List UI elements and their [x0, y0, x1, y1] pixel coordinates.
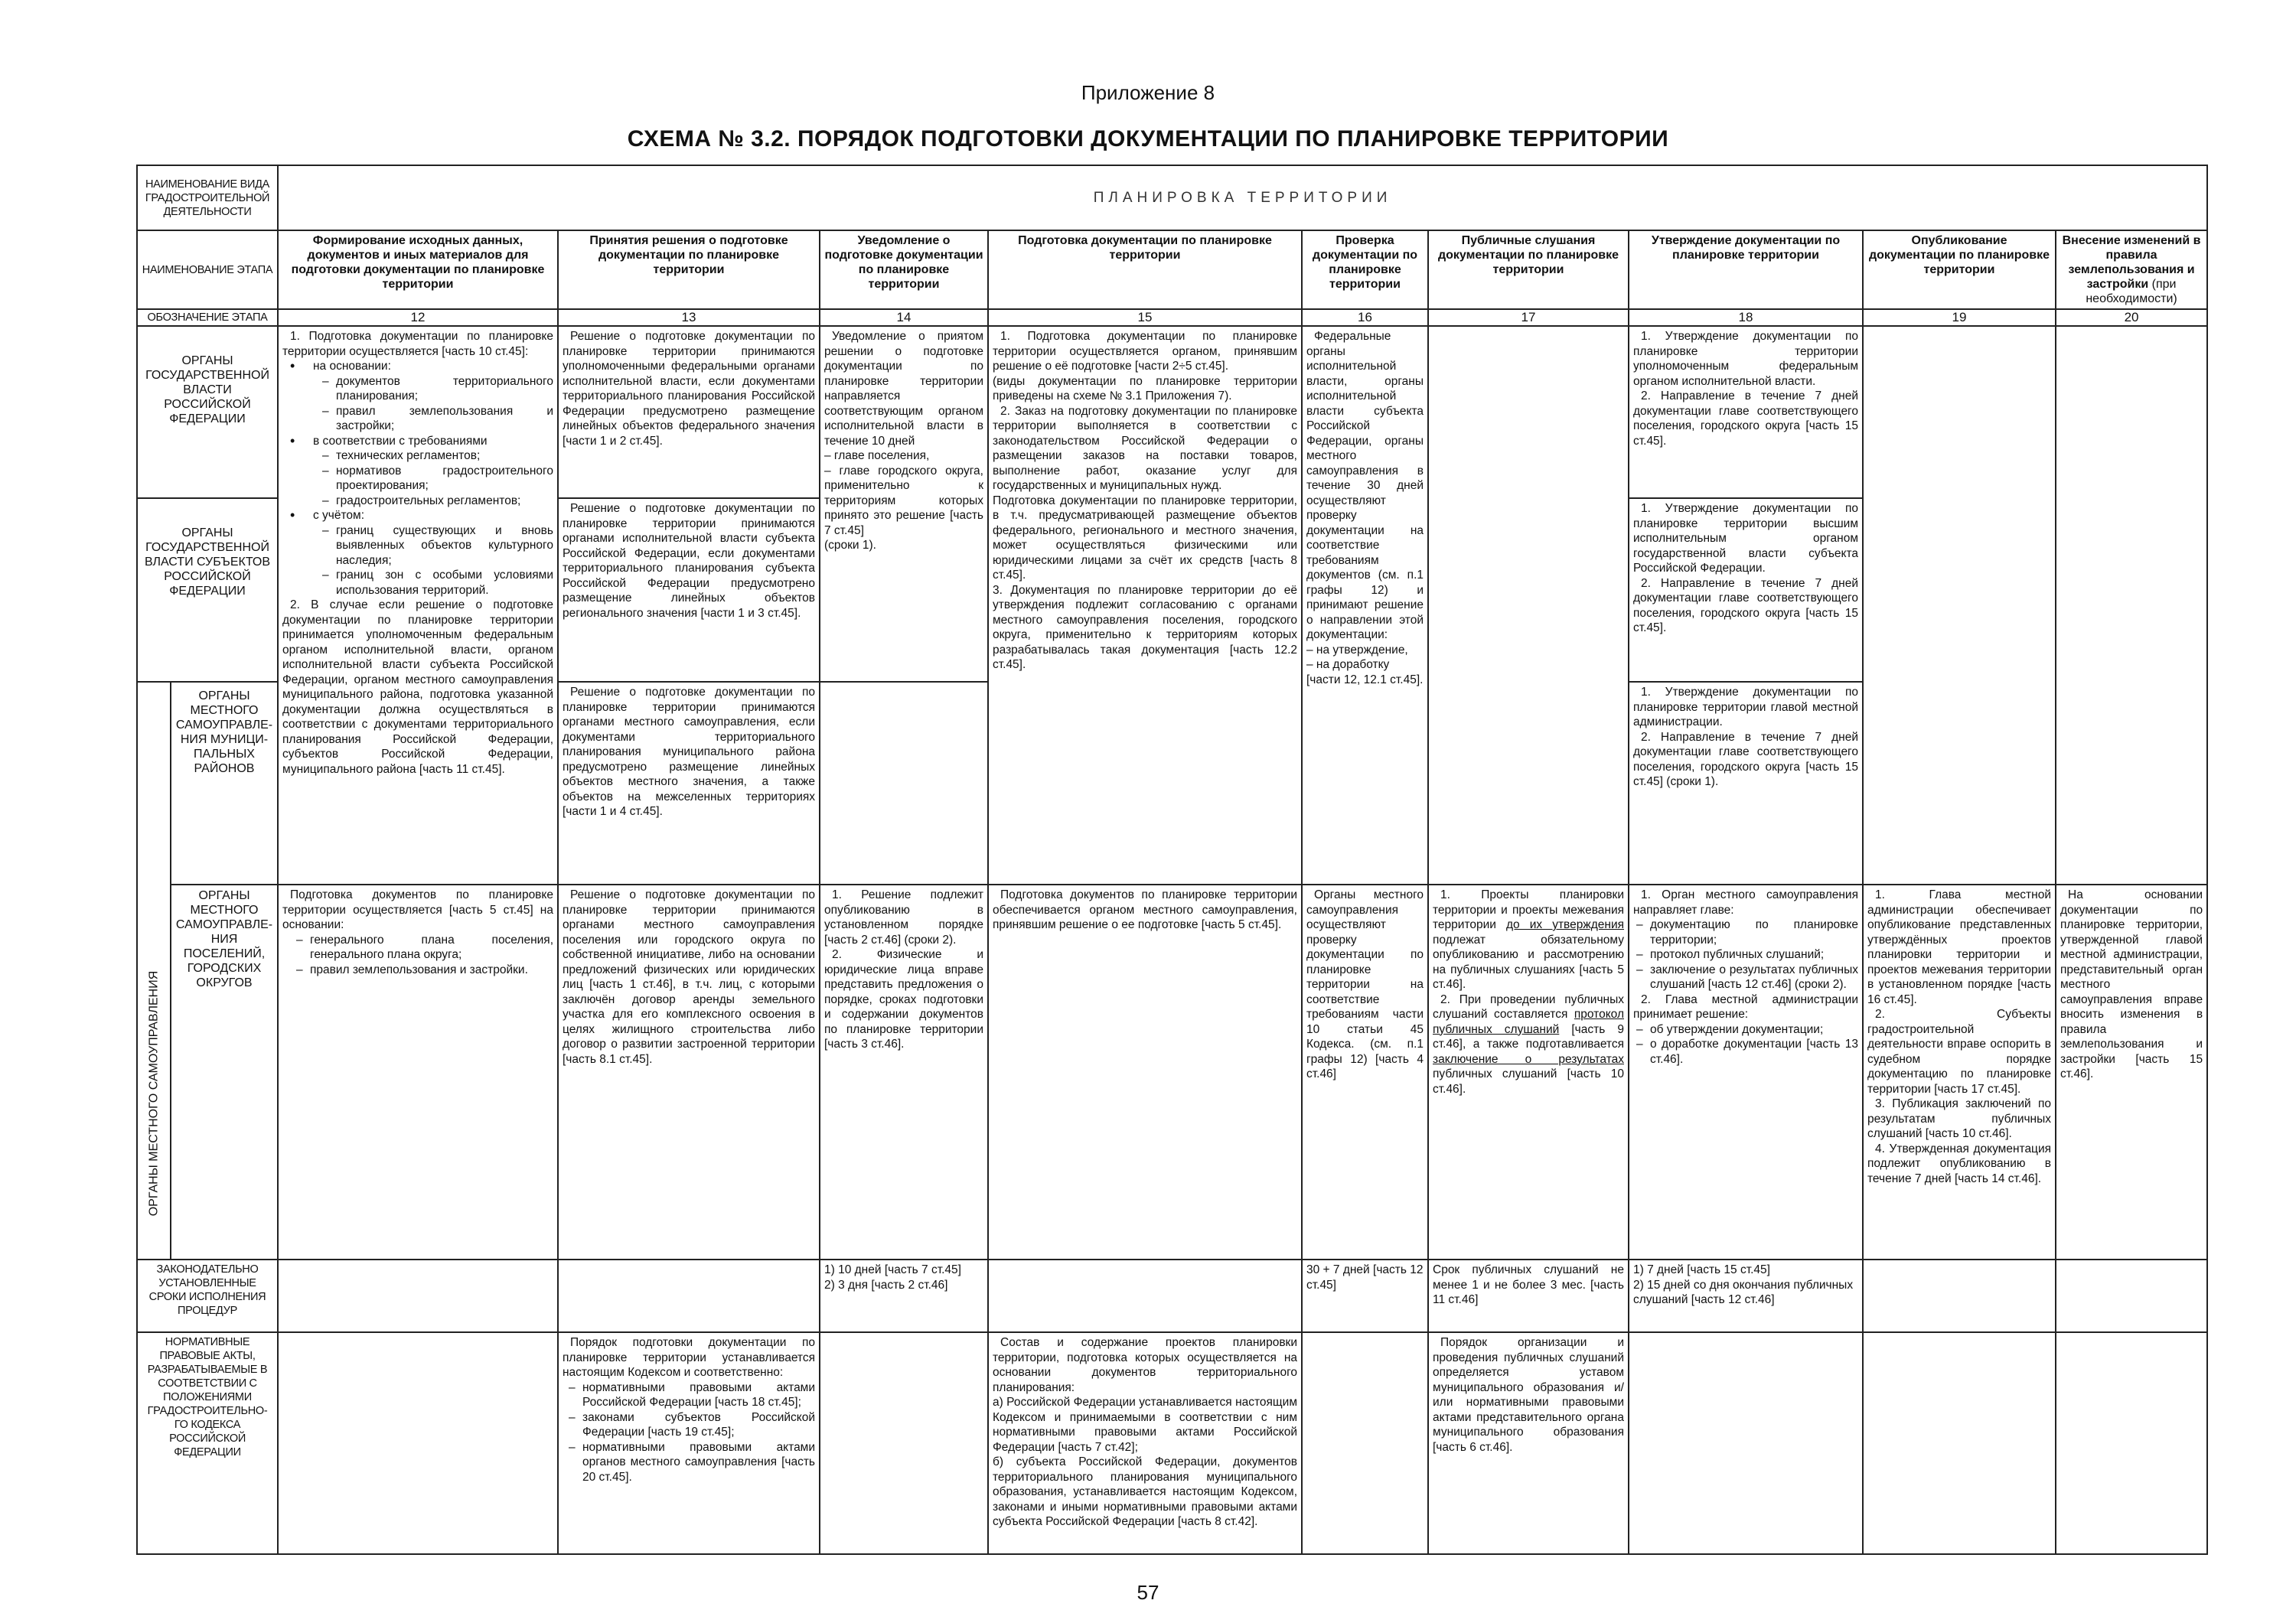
normative-13-item: – нормативными правовыми актами органов местного самоуправления [часть 20 ст.45].	[582, 1440, 815, 1485]
stage-name-row	[137, 230, 2207, 309]
normative-15	[988, 1332, 1302, 1554]
stage-num-20: 20	[2056, 309, 2207, 326]
stage-title-18: Утверждение документации по планировке территории	[1629, 230, 1863, 309]
stage-code-label: ОБОЗНАЧЕНИЕ ЭТАПА	[137, 309, 278, 326]
c18-settlements-p2: 2. Глава местной администрации принимает решение:	[1633, 992, 1858, 1021]
cell-16-upper	[1302, 326, 1428, 885]
c17-p1-underlined: до их утверждения	[1506, 918, 1625, 931]
stage-title-20-main: Внесение изменений в правила землепользования и застройки	[2062, 234, 2201, 291]
c13-districts-text: Решение о подготовке документации по планировке территории принимаются органами местного самоуправления, если документами территориального планирования муниципального района предусмотрено размещение линейных объектов местного значения, а также объектов на межселенных территориях [части 1 и 4 ст.45].	[563, 686, 815, 818]
c12-b1: на основании:	[313, 360, 391, 373]
c17-p1-b: подлежат обязательному опубликованию и рассмотрению на публичных слушаниях [часть 5 ст.46].	[1433, 933, 1624, 991]
c16-line: – на утверждение,	[1306, 643, 1408, 657]
stage-num-14: 14	[820, 309, 988, 326]
stage-num-12: 12	[278, 309, 558, 326]
appendix-label: Приложение 8	[1081, 81, 1215, 104]
c18-federal-p2: 2. Направление в течение 7 дней документации главе соответствующего поселения, городского округа [часть 15 ст.45].	[1633, 389, 1858, 448]
c17-p2-underlined-2: заключение о результатах	[1433, 1052, 1624, 1066]
normative-16-empty	[1302, 1332, 1428, 1554]
c12-b3-item: – границ зон с особыми условиями использования территорий.	[336, 568, 553, 598]
normative-row	[137, 1332, 2207, 1554]
activity-type-label: НАИМЕНОВАНИЕ ВИДА ГРАДОСТРОИТЕЛЬНОЙ ДЕЯТЕЛЬНОСТИ	[137, 165, 278, 230]
stage-title-16: Проверка документации по планировке территории	[1302, 230, 1428, 309]
c16-line: Федеральные органы исполнительной власти, органы исполнительной власти субъекта Российской Федерации, органы местного самоуправления в течение 30 дней осуществляют проверку документации на соответствие требованиям документов (см. п.1 графы 12) и принимают решение о направлении этой документации:	[1306, 330, 1424, 641]
deadline-18	[1629, 1260, 1863, 1332]
cell-18-subject	[1629, 498, 1863, 682]
normative-13	[558, 1332, 820, 1554]
c12-b3-item: – границ существующих и вновь выявленных объектов культурного наследия;	[336, 523, 553, 569]
cell-13-subject	[558, 498, 820, 682]
normative-17	[1428, 1332, 1629, 1554]
c18-settlements-item: – документацию по планировке территории;	[1650, 917, 1858, 947]
c16-line: [части 12, 12.1 ст.45].	[1306, 673, 1424, 686]
c18-subject-p1: 1. Утверждение документации по планировке территории высшим исполнительным органом государственной власти субъекта Российской Федерации.	[1633, 502, 1858, 575]
stage-title-13: Принятия решения о подготовке документации по планировке территории	[558, 230, 820, 309]
cell-13-federal	[558, 326, 820, 498]
deadline-16	[1302, 1260, 1428, 1332]
c13-subject-text: Решение о подготовке документации по планировке территории принимаются органами исполнительной власти субъекта Российской Федерации, если документами территориального планирования субъекта Российской Федерации предусмотрено размещение линейных объектов регионального значения [части 1 и 3 ст.45].	[563, 502, 815, 620]
c12-bullet-basis	[313, 359, 553, 434]
c17-p2-b: [часть 9 ст.46], а также подготавливается	[1433, 1022, 1624, 1051]
c12-bullet-considering	[313, 508, 553, 598]
cell-19-settlements	[1863, 885, 2056, 1260]
federal-row	[137, 326, 2207, 498]
c15-paragraph: (виды документации по планировке территории приведены на схеме № 3.1 Приложения 7).	[993, 374, 1297, 402]
normative-20-empty	[2056, 1332, 2207, 1554]
cell-17-upper-empty	[1428, 326, 1629, 885]
deadline-12-empty	[278, 1260, 558, 1332]
scheme-table	[136, 165, 2208, 1555]
cell-18-federal	[1629, 326, 1863, 498]
cell-14-districts-empty	[820, 682, 988, 885]
c19-p3: 3. Публикация заключений по результатам публичных слушаний [часть 10 ст.46].	[1867, 1097, 2051, 1140]
c14-line: Уведомление о приятом решении о подготовке документации по планировке территории направляется соответствующим органом исполнительной власти в течение 10 дней	[824, 330, 983, 448]
local-government-group-label: ОРГАНЫ МЕСТНОГО САМОУПРАВЛЕНИЯ	[147, 970, 161, 1216]
normative-15-text: Состав и содержание проектов планировки территории, подготовка которых осуществляется на основании документов территориального планирования:	[993, 1336, 1297, 1394]
deadline-15-empty	[988, 1260, 1302, 1332]
deadline-18-item: 1) 7 дней [часть 15 ст.45]	[1633, 1263, 1770, 1276]
c14-settlements-p2: 2. Физические и юридические лица вправе представить предложения о порядке, сроках подготовки и содержании документов по планировке территории [часть 3 ст.46].	[824, 948, 983, 1051]
normative-17-text: Порядок организации и проведения публичных слушаний определяется уставом муниципального образования и/или нормативными правовыми актами представительного органа муниципального образования [часть 6 ст.46].	[1433, 1336, 1624, 1454]
c18-settlements-item: – о доработке документации [часть 13 ст.46].	[1650, 1037, 1858, 1067]
stage-num-15: 15	[988, 309, 1302, 326]
c15-paragraph: Подготовка документации по планировке территории, в т.ч. предусматривающей размещение объектов федерального, регионального и местного значения, может осуществляться физическими или юридическими лицами за счёт их средств [часть 8 ст.45].	[993, 494, 1297, 582]
c12-p1: 1. Подготовка документации по планировке территории осуществляется [часть 10 ст.45]:	[282, 330, 553, 358]
cell-12-upper	[278, 326, 558, 885]
c12-b1-item: – документов территориального планирования;	[336, 374, 553, 404]
c18-settlements-item: – протокол публичных слушаний;	[1650, 947, 1858, 963]
normative-14-empty	[820, 1332, 988, 1554]
stage-title-17: Публичные слушания документации по планировке территории	[1428, 230, 1629, 309]
deadline-14	[820, 1260, 988, 1332]
cell-12-settlements	[278, 885, 558, 1260]
stage-num-16: 16	[1302, 309, 1428, 326]
cell-16-settlements	[1302, 885, 1428, 1260]
deadline-16-text: 30 + 7 дней [часть 12 ст.45]	[1306, 1263, 1424, 1292]
normative-13-item: – законами субъектов Российской Федерации [часть 19 ст.45];	[582, 1410, 815, 1440]
stage-num-18: 18	[1629, 309, 1863, 326]
c12-settlements-text: Подготовка документов по планировке территории осуществляется [часть 5 ст.45] на основании:	[282, 888, 553, 931]
c18-settlements-item: – об утверждении документации;	[1650, 1022, 1858, 1038]
cell-20-upper-empty	[2056, 326, 2207, 885]
activity-type-value: ПЛАНИРОВКА ТЕРРИТОРИИ	[278, 165, 2207, 230]
cell-17-settlements	[1428, 885, 1629, 1260]
c12-b3: с учётом:	[313, 509, 365, 522]
c18-settlements-item: – заключение о результатах публичных слушаний [часть 12 ст.46] (сроки 2).	[1650, 963, 1858, 992]
cell-14-upper	[820, 326, 988, 682]
cell-19-upper-empty	[1863, 326, 2056, 885]
c12-b2: в соответствии с требованиями	[313, 434, 488, 448]
c17-p2-underlined-1: протокол публичных слушаний	[1433, 1008, 1624, 1036]
stage-title-19: Опубликование документации по планировке территории	[1863, 230, 2056, 309]
deadline-20-empty	[2056, 1260, 2207, 1332]
stage-title-12: Формирование исходных данных, документов и иных материалов для подготовки документации по планировке территории	[278, 230, 558, 309]
subject-authorities-label: ОРГАНЫ ГОСУДАРСТВЕННОЙ ВЛАСТИ СУБЪЕКТОВ РОССИЙСКОЙ ФЕДЕРАЦИИ	[137, 498, 278, 682]
c19-p2: 2. Субъекты градостроительной деятельности вправе оспорить в судебном порядке документацию по планировке территории [часть 17 ст.45].	[1867, 1008, 2051, 1096]
c12-settlements-item: – правил землепользования и застройки.	[310, 963, 553, 978]
c16-line: – на доработку	[1306, 658, 1390, 671]
cell-15-settlements	[988, 885, 1302, 1260]
stage-name-label: НАИМЕНОВАНИЕ ЭТАПА	[137, 230, 278, 309]
stage-num-13: 13	[558, 309, 820, 326]
c15-settlements-text: Подготовка документов по планировке территории обеспечивается органом местного самоуправления, принявшим решение о ее подготовке [часть 5 ст.45].	[993, 888, 1297, 931]
c15-paragraph: 3. Документация по планировке территории до её утверждения подлежит согласованию с органами местного самоуправления поселения, городского округа, применительно к территориям которых разрабатывалась такая документация [часть 12.2 ст.45].	[993, 583, 1297, 671]
c16-settlements-text: Органы местного самоуправления осуществляют проверку документации по планировке территории на соответствие требованиям части 10 статьи 45 Кодекса. (см. п.1 графы 12) [часть 4 ст.46]	[1306, 888, 1424, 1080]
c17-p2-c: публичных слушаний [часть 10 ст.46].	[1433, 1067, 1624, 1096]
c12-b2-item: – технических регламентов;	[336, 448, 553, 464]
activity-type-row	[137, 165, 2207, 230]
c12-bullet-requirements	[313, 434, 553, 509]
c17-p2	[1433, 992, 1624, 1097]
c12-p2: 2. В случае если решение о подготовке документации по планировке территории принимается уполномоченным федеральным органом исполнительной власти, органом исполнительной власти субъекта Российской Федерации, органом местного самоуправления муниципального района, подготовка указанной документации должна осуществляться в соответствии с документами территориального планирования Российской Федерации, субъектов Российской Федерации, муниципального района [часть 11 ст.45].	[282, 598, 553, 776]
c14-line: – главе городского округа, применительно к территориям которых принято это решение [часть 7 ст.45]	[824, 464, 983, 537]
normative-13-item: – нормативными правовыми актами Российской Федерации [часть 18 ст.45];	[582, 1380, 815, 1410]
deadline-13-empty	[558, 1260, 820, 1332]
deadline-18-item: 2) 15 дней со дня окончания публичных слушаний [часть 12 ст.46]	[1633, 1278, 1854, 1306]
c15-paragraph: 2. Заказ на подготовку документации по планировке территории выполняется в соответствии с законодательством Российской Федерации о размещении заказов на поставки товаров, выполнение работ, оказание услуг для государственных и муниципальных нужд.	[993, 404, 1297, 492]
normative-18-empty	[1629, 1332, 1863, 1554]
c18-districts-p2: 2. Направление в течение 7 дней документации главе соответствующего поселения, городского округа [часть 15 ст.45] (сроки 1).	[1633, 730, 1858, 788]
c12-settlements-item: – генерального плана поселения, генерального плана округа;	[310, 933, 553, 963]
c19-p4: 4. Утвержденная документация подлежит опубликованию в течение 7 дней [часть 14 ст.46].	[1867, 1142, 2051, 1185]
c14-settlements-p1: 1. Решение подлежит опубликованию в установленном порядке [часть 2 ст.46] (сроки 2).	[824, 888, 983, 947]
c19-p1: 1. Глава местной администрации обеспечивает опубликование представленных утверждённых проектов планировки территории и проектов межевания территории в установленном порядке [часть 16 ст.45].	[1867, 888, 2051, 1006]
settlements-row	[137, 885, 2207, 1260]
c18-settlements-p1: 1. Орган местного самоуправления направляет главе:	[1633, 888, 1858, 917]
stage-title-14: Уведомление о подготовке документации по планировке территории	[820, 230, 988, 309]
c18-subject-p2: 2. Направление в течение 7 дней документации главе соответствующего поселения, городского округа [часть 15 ст.45].	[1633, 576, 1858, 634]
c15-paragraph: 1. Подготовка документации по планировке территории осуществляется органом, принявшим решение о её подготовке [части 2÷5 ст.45].	[993, 330, 1297, 373]
cell-14-settlements	[820, 885, 988, 1260]
deadline-14-item: 2) 3 дня [часть 2 ст.46]	[824, 1278, 948, 1292]
cell-13-districts	[558, 682, 820, 885]
c12-b2-item: – нормативов градостроительного проектирования;	[336, 464, 553, 494]
local-government-group	[137, 682, 171, 1260]
deadlines-label: ЗАКОНОДАТЕЛЬНО УСТАНОВЛЕННЫЕ СРОКИ ИСПОЛНЕНИЯ ПРОЦЕДУР	[137, 1260, 278, 1332]
c12-b2-item: – градостроительных регламентов;	[336, 494, 553, 509]
normative-15-a: а) Российской Федерации устанавливается настоящим Кодексом и принимаемыми в соответствии с ним нормативными правовыми актами Российской Федерации [часть 7 ст.42];	[993, 1396, 1297, 1454]
normative-13-text: Порядок подготовки документации по планировке территории устанавливается настоящим Кодексом и соответственно:	[563, 1336, 815, 1379]
page-number: 57	[1137, 1581, 1159, 1604]
cell-20-settlements	[2056, 885, 2207, 1260]
normative-15-b: б) субъекта Российской Федерации, документов территориального планирования муниципального образования, устанавливается настоящим Кодексом, законами и иными нормативными правовыми актами субъекта Российской Федерации [часть 8 ст.42].	[993, 1455, 1297, 1528]
stage-num-17: 17	[1428, 309, 1629, 326]
cell-15-upper	[988, 326, 1302, 885]
c14-line: (сроки 1).	[824, 539, 876, 552]
c13-settlements-text: Решение о подготовке документации по планировке территории принимаются органами местного самоуправления поселения или городского округа по собственной инициативе, либо на основании предложений физических или юридических лиц [часть 1 ст.46], в т.ч. лиц, с которыми заключён договор аренды земельного участка для его комплексного освоения в целях жилищного строительства либо договор о развитии застроенной территории [часть 8.1 ст.45].	[563, 888, 815, 1066]
cell-18-settlements	[1629, 885, 1863, 1260]
stage-num-19: 19	[1863, 309, 2056, 326]
c17-p1	[1433, 888, 1624, 992]
normative-19-empty	[1863, 1332, 2056, 1554]
deadline-14-item: 1) 10 дней [часть 7 ст.45]	[824, 1263, 961, 1276]
municipal-districts-label: ОРГАНЫ МЕСТНОГО САМОУПРАВЛЕ- НИЯ МУНИЦИ- ПАЛЬНЫХ РАЙОНОВ	[171, 682, 278, 885]
stage-title-20	[2056, 230, 2207, 309]
c18-districts-p1: 1. Утверждение документации по планировке территории главой местной администрации.	[1633, 686, 1858, 728]
page-title: СХЕМА № 3.2. ПОРЯДОК ПОДГОТОВКИ ДОКУМЕНТАЦИИ ПО ПЛАНИРОВКЕ ТЕРРИТОРИИ	[627, 126, 1669, 152]
c17-p1-a: 1. Проекты планировки территории и проекты межевания территории	[1433, 888, 1624, 931]
deadline-19-empty	[1863, 1260, 2056, 1332]
normative-label: НОРМАТИВНЫЕ ПРАВОВЫЕ АКТЫ, РАЗРАБАТЫВАЕМЫЕ В СООТВЕТСТВИИ С ПОЛОЖЕНИЯМИ ГРАДОСТРОИТЕЛЬНО- ГО КОДЕКСА РОССИЙСКОЙ ФЕДЕРАЦИИ	[137, 1332, 278, 1554]
c12-b1-item: – правил землепользования и застройки;	[336, 404, 553, 434]
c20-settlements-text: На основании документации по планировке территории, утвержденной главой местной администрации, представительный орган местного самоуправления вправе вносить изменения в правила землепользования и застройки [часть 15 ст.46].	[2060, 888, 2203, 1080]
deadline-17	[1428, 1260, 1629, 1332]
cell-13-settlements	[558, 885, 820, 1260]
stage-code-row	[137, 309, 2207, 326]
cell-18-districts	[1629, 682, 1863, 885]
c13-federal-text: Решение о подготовке документации по планировке территории принимаются уполномоченными федеральными органами исполнительной власти, если документами территориального планирования Российской Федерации предусмотрено размещение линейных объектов федерального значения [части 1 и 2 ст.45].	[563, 330, 815, 448]
c12-bullets	[282, 359, 553, 598]
deadlines-row	[137, 1260, 2207, 1332]
deadline-17-text: Срок публичных слушаний не менее 1 и не более 3 мес. [часть 11 ст.46]	[1433, 1263, 1624, 1306]
stage-title-15: Подготовка документации по планировке территории	[988, 230, 1302, 309]
settlements-label: ОРГАНЫ МЕСТНОГО САМОУПРАВЛЕ- НИЯ ПОСЕЛЕНИЙ, ГОРОДСКИХ ОКРУГОВ	[171, 885, 278, 1260]
federal-authorities-label: ОРГАНЫ ГОСУДАРСТВЕННОЙ ВЛАСТИ РОССИЙСКОЙ ФЕДЕРАЦИИ	[137, 326, 278, 498]
normative-12-empty	[278, 1332, 558, 1554]
c17-p2-a: 2. При проведении публичных слушаний составляется	[1433, 992, 1624, 1021]
c14-line: – главе поселения,	[824, 449, 930, 462]
c18-federal-p1: 1. Утверждение документации по планировке территории уполномоченным федеральным органом исполнительной власти.	[1633, 330, 1858, 388]
stage-title-20-note: (при необходимости)	[2086, 278, 2177, 305]
